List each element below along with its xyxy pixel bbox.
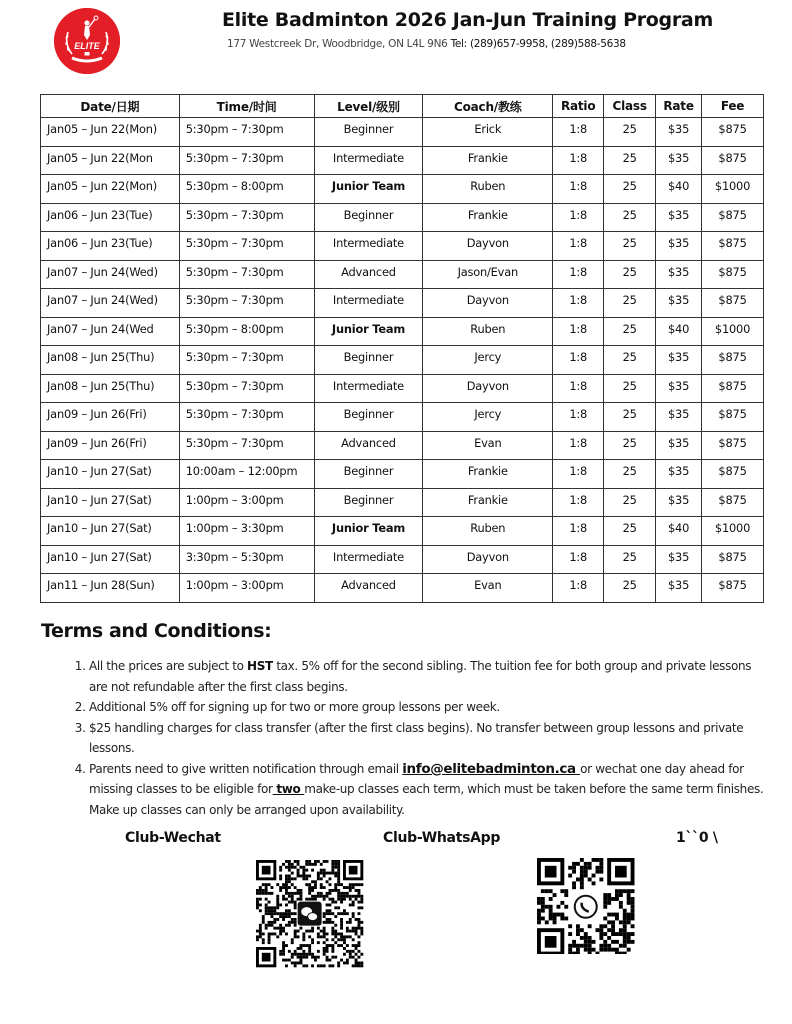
cell-time: 1:00pm – 3:00pm: [179, 574, 314, 603]
cell-time: 1:00pm – 3:30pm: [179, 517, 314, 546]
phone-numbers: Tel: (289)657-9958, (289)588-5638: [450, 38, 626, 50]
cell-class: 25: [604, 118, 656, 147]
cell-fee: $875: [702, 545, 764, 574]
cell-level: Junior Team: [314, 517, 423, 546]
cell-ratio: 1:8: [553, 374, 604, 403]
cell-time: 3:30pm – 5:30pm: [179, 545, 314, 574]
cell-date: Jan05 – Jun 22(Mon: [41, 146, 180, 175]
cell-rate: $35: [656, 203, 702, 232]
column-header-class: Class: [604, 95, 656, 118]
table-row: [41, 431, 764, 460]
cell-time: 10:00am – 12:00pm: [179, 460, 314, 489]
cell-rate: $35: [656, 232, 702, 261]
cell-ratio: 1:8: [553, 146, 604, 175]
cell-rate: $35: [656, 403, 702, 432]
cell-rate: $35: [656, 460, 702, 489]
table-row: [41, 488, 764, 517]
term-item-1: [89, 656, 769, 697]
cell-rate: $35: [656, 545, 702, 574]
cell-date: Jan11 – Jun 28(Sun): [41, 574, 180, 603]
cell-coach: Frankie: [423, 488, 553, 517]
email-link[interactable]: info@elitebadminton.ca: [402, 760, 581, 777]
table-row: [41, 203, 764, 232]
term-item-2: 2. Additional 5% off for signing up for two or more group lessons per week.: [89, 697, 769, 718]
term-item-3: 3. $25 handling charges for class transfer (after the first class begins). No transfer between group lessons and private lessons.: [89, 718, 769, 759]
cell-fee: $875: [702, 118, 764, 147]
cell-level: Intermediate: [314, 289, 423, 318]
cell-class: 25: [604, 545, 656, 574]
cell-coach: Evan: [423, 431, 553, 460]
cell-class: 25: [604, 403, 656, 432]
cell-class: 25: [604, 203, 656, 232]
cell-date: Jan10 – Jun 27(Sat): [41, 460, 180, 489]
cell-class: 25: [604, 232, 656, 261]
cell-ratio: 1:8: [553, 203, 604, 232]
contact-line: [227, 38, 626, 50]
cell-ratio: 1:8: [553, 517, 604, 546]
cell-fee: $1000: [702, 517, 764, 546]
cell-ratio: 1:8: [553, 175, 604, 204]
cell-date: Jan09 – Jun 26(Fri): [41, 431, 180, 460]
page-title: Elite Badminton 2026 Jan-Jun Training Program: [222, 9, 713, 31]
table-header-row: [41, 95, 764, 118]
cell-time: 5:30pm – 7:30pm: [179, 346, 314, 375]
table-row: [41, 175, 764, 204]
cell-date: Jan05 – Jun 22(Mon): [41, 175, 180, 204]
table-row: [41, 232, 764, 261]
cell-level: Beginner: [314, 346, 423, 375]
cell-date: Jan10 – Jun 27(Sat): [41, 545, 180, 574]
cell-time: 5:30pm – 7:30pm: [179, 232, 314, 261]
cell-time: 5:30pm – 7:30pm: [179, 146, 314, 175]
term-1-hst: HST: [247, 659, 273, 673]
table-row: [41, 374, 764, 403]
wechat-icon: [298, 902, 322, 926]
cell-level: Beginner: [314, 460, 423, 489]
cell-coach: Jercy: [423, 403, 553, 432]
cell-time: 1:00pm – 3:00pm: [179, 488, 314, 517]
cell-ratio: 1:8: [553, 403, 604, 432]
cell-rate: $35: [656, 260, 702, 289]
cell-date: Jan08 – Jun 25(Thu): [41, 374, 180, 403]
cell-coach: Dayvon: [423, 374, 553, 403]
elite-badminton-logo: [54, 8, 120, 74]
cell-time: 5:30pm – 8:00pm: [179, 317, 314, 346]
cell-level: Beginner: [314, 403, 423, 432]
cell-coach: Frankie: [423, 146, 553, 175]
cell-fee: $875: [702, 574, 764, 603]
term-4-two: two: [272, 782, 305, 796]
cell-level: Junior Team: [314, 175, 423, 204]
cell-fee: $875: [702, 488, 764, 517]
column-header-level: Level/级别: [314, 95, 423, 118]
table-row: [41, 517, 764, 546]
cell-coach: Ruben: [423, 175, 553, 204]
cell-rate: $40: [656, 517, 702, 546]
term-4-text-b: or wechat one day ahead for missing classes to be eligible for: [89, 761, 744, 796]
cell-class: 25: [604, 317, 656, 346]
cell-coach: Erick: [423, 118, 553, 147]
cell-coach: Ruben: [423, 317, 553, 346]
cell-ratio: 1:8: [553, 289, 604, 318]
table-row: [41, 317, 764, 346]
cell-fee: $1000: [702, 175, 764, 204]
cell-date: Jan09 – Jun 26(Fri): [41, 403, 180, 432]
svg-text:ELITE: ELITE: [74, 41, 100, 51]
term-4-text-c: make-up classes each term, which must be taken before the same term finishes. Make up classes can only be arranged upon availability.: [89, 782, 764, 817]
cell-level: Beginner: [314, 488, 423, 517]
cell-ratio: 1:8: [553, 545, 604, 574]
cell-ratio: 1:8: [553, 431, 604, 460]
cell-level: Beginner: [314, 118, 423, 147]
cell-level: Beginner: [314, 203, 423, 232]
cell-date: Jan06 – Jun 23(Tue): [41, 232, 180, 261]
term-1-text-b: tax. 5% off for the second sibling. The tuition fee for both group and private lessons are not refundable after the first class begins.: [89, 659, 752, 694]
cell-class: 25: [604, 346, 656, 375]
column-header-time: Time/时间: [179, 95, 314, 118]
cell-coach: Dayvon: [423, 289, 553, 318]
address: 177 Westcreek Dr, Woodbridge, ON L4L 9N6: [227, 38, 448, 50]
cell-date: Jan07 – Jun 24(Wed): [41, 289, 180, 318]
cell-fee: $875: [702, 460, 764, 489]
table-row: [41, 346, 764, 375]
wechat-qr-code: [256, 860, 366, 968]
table-row: [41, 460, 764, 489]
cell-class: 25: [604, 289, 656, 318]
cell-level: Advanced: [314, 260, 423, 289]
cell-coach: Dayvon: [423, 545, 553, 574]
cell-rate: $35: [656, 118, 702, 147]
whatsapp-label: Club-WhatsApp: [383, 830, 501, 846]
cell-level: Intermediate: [314, 232, 423, 261]
cell-fee: $875: [702, 232, 764, 261]
cell-ratio: 1:8: [553, 346, 604, 375]
column-header-ratio: Ratio: [553, 95, 604, 118]
cell-time: 5:30pm – 7:30pm: [179, 431, 314, 460]
cell-coach: Ruben: [423, 517, 553, 546]
cell-class: 25: [604, 431, 656, 460]
cell-date: Jan10 – Jun 27(Sat): [41, 517, 180, 546]
table-row: [41, 260, 764, 289]
cell-date: Jan05 – Jun 22(Mon): [41, 118, 180, 147]
term-item-4: [89, 759, 769, 821]
cell-coach: Dayvon: [423, 232, 553, 261]
cell-fee: $875: [702, 346, 764, 375]
table-row: [41, 118, 764, 147]
cell-class: 25: [604, 460, 656, 489]
cell-class: 25: [604, 374, 656, 403]
stray-text: 1``0 \: [676, 830, 718, 846]
cell-ratio: 1:8: [553, 460, 604, 489]
table-row: [41, 289, 764, 318]
table-row: [41, 574, 764, 603]
cell-ratio: 1:8: [553, 232, 604, 261]
cell-level: Intermediate: [314, 545, 423, 574]
term-4-text-a: Parents need to give written notification through email: [89, 761, 403, 776]
cell-coach: Jason/Evan: [423, 260, 553, 289]
cell-fee: $875: [702, 289, 764, 318]
column-header-fee: Fee: [702, 95, 764, 118]
cell-level: Advanced: [314, 431, 423, 460]
cell-class: 25: [604, 517, 656, 546]
cell-class: 25: [604, 175, 656, 204]
whatsapp-qr-code: [537, 858, 637, 954]
table-row: [41, 545, 764, 574]
cell-fee: $875: [702, 374, 764, 403]
cell-date: Jan10 – Jun 27(Sat): [41, 488, 180, 517]
cell-time: 5:30pm – 7:30pm: [179, 289, 314, 318]
cell-time: 5:30pm – 7:30pm: [179, 203, 314, 232]
cell-class: 25: [604, 146, 656, 175]
column-header-rate: Rate: [656, 95, 702, 118]
cell-fee: $875: [702, 403, 764, 432]
cell-coach: Frankie: [423, 203, 553, 232]
cell-rate: $40: [656, 175, 702, 204]
cell-ratio: 1:8: [553, 260, 604, 289]
cell-class: 25: [604, 574, 656, 603]
table-row: [41, 403, 764, 432]
cell-rate: $35: [656, 346, 702, 375]
terms-heading: Terms and Conditions:: [41, 620, 272, 642]
cell-rate: $35: [656, 374, 702, 403]
cell-fee: $875: [702, 146, 764, 175]
cell-time: 5:30pm – 7:30pm: [179, 403, 314, 432]
cell-rate: $40: [656, 317, 702, 346]
cell-level: Junior Team: [314, 317, 423, 346]
cell-date: Jan07 – Jun 24(Wed: [41, 317, 180, 346]
cell-coach: Jercy: [423, 346, 553, 375]
column-header-coach: Coach/教练: [423, 95, 553, 118]
cell-time: 5:30pm – 7:30pm: [179, 374, 314, 403]
cell-class: 25: [604, 260, 656, 289]
cell-coach: Evan: [423, 574, 553, 603]
terms-list: [67, 656, 769, 820]
cell-rate: $35: [656, 289, 702, 318]
cell-level: Advanced: [314, 574, 423, 603]
cell-fee: $875: [702, 260, 764, 289]
whatsapp-icon: [575, 896, 597, 918]
cell-fee: $875: [702, 203, 764, 232]
cell-time: 5:30pm – 8:00pm: [179, 175, 314, 204]
cell-time: 5:30pm – 7:30pm: [179, 118, 314, 147]
cell-date: Jan07 – Jun 24(Wed): [41, 260, 180, 289]
cell-rate: $35: [656, 431, 702, 460]
cell-time: 5:30pm – 7:30pm: [179, 260, 314, 289]
column-header-date: Date/日期: [41, 95, 180, 118]
wechat-label: Club-Wechat: [125, 830, 221, 846]
cell-ratio: 1:8: [553, 574, 604, 603]
cell-rate: $35: [656, 488, 702, 517]
cell-date: Jan08 – Jun 25(Thu): [41, 346, 180, 375]
cell-ratio: 1:8: [553, 118, 604, 147]
table-row: [41, 146, 764, 175]
cell-date: Jan06 – Jun 23(Tue): [41, 203, 180, 232]
cell-coach: Frankie: [423, 460, 553, 489]
cell-fee: $1000: [702, 317, 764, 346]
cell-rate: $35: [656, 574, 702, 603]
cell-fee: $875: [702, 431, 764, 460]
schedule-table: [40, 94, 764, 603]
cell-ratio: 1:8: [553, 317, 604, 346]
cell-rate: $35: [656, 146, 702, 175]
cell-ratio: 1:8: [553, 488, 604, 517]
cell-level: Intermediate: [314, 146, 423, 175]
cell-class: 25: [604, 488, 656, 517]
term-1-text-a: All the prices are subject to: [89, 659, 248, 673]
cell-level: Intermediate: [314, 374, 423, 403]
